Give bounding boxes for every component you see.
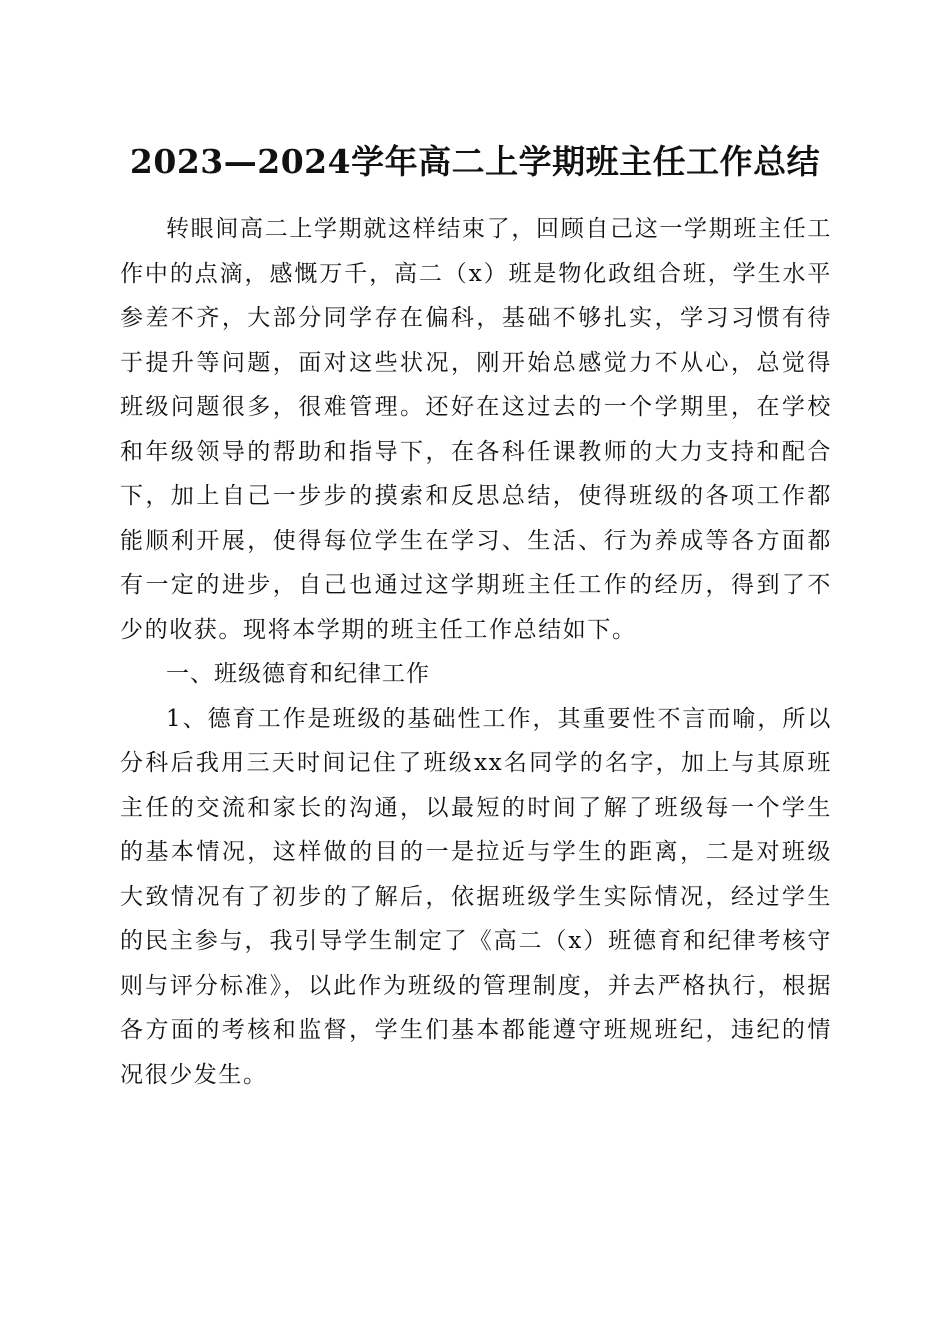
document-body bbox=[120, 207, 832, 1097]
section-heading: 一、班级德育和纪律工作 bbox=[166, 661, 430, 687]
document-title: 2023—2024学年高二上学期班主任工作总结 bbox=[129, 142, 821, 181]
intro-paragraph: 转眼间高二上学期就这样结束了，回顾自己这一学期班主任工作中的点滴，感慨万千，高二（x）班是物化政组合班，学生水平参差不齐，大部分同学存在偏科，基础不够扎实，学习习惯有待于提升等问题，面对这些状况，刚开始总感觉力不从心，总觉得班级问题很多，很难管理。还好在这过去的一个学期里，在学校和年级领导的帮助和指导下，在各科任课教师的大力支持和配合下，加上自己一步步的摸索和反思总结，使得班级的各项工作都能顺利开展，使得每位学生在学习、生活、行为养成等各方面都有一定的进步，自己也通过这学期班主任工作的经历，得到了不少的收获。现将本学期的班主任工作总结如下。 bbox=[120, 216, 832, 643]
section-paragraph: 1、德育工作是班级的基础性工作，其重要性不言而喻，所以分科后我用三天时间记住了班级xx名同学的名字，加上与其原班主任的交流和家长的沟通，以最短的时间了解了班级每一个学生的基本情况，这样做的目的一是拉近与学生的距离，二是对班级大致情况有了初步的了解后，依据班级学生实际情况，经过学生的民主参与，我引导学生制定了《高二（x）班德育和纪律考核守则与评分标准》，以此作为班级的管理制度，并去严格执行，根据各方面的考核和监督，学生们基本都能遵守班规班纪，违纪的情况很少发生。 bbox=[120, 705, 832, 1088]
